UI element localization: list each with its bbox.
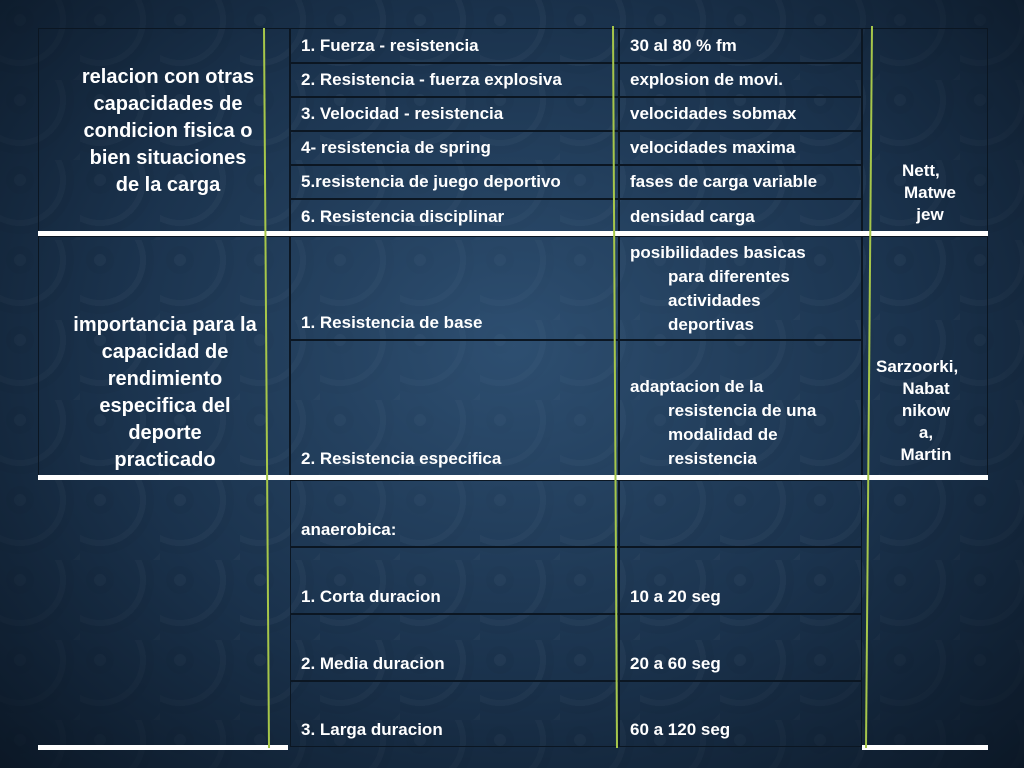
multiline-text: adaptacion de la resistencia de una modalidad de resistencia — [630, 377, 817, 468]
table-cell: velocidades sobmax — [619, 97, 862, 131]
section2-authors: Sarzoorki, Nabat nikow a, Martin — [876, 357, 959, 464]
table-cell: 2. Resistencia - fuerza explosiva — [290, 63, 619, 97]
table-cell: 3. Velocidad - resistencia — [290, 97, 619, 131]
multiline-text: posibilidades basicas para diferentes actividades deportivas — [630, 243, 806, 334]
table-cell: 10 a 20 seg — [619, 547, 862, 614]
table-cell: 4- resistencia de spring — [290, 131, 619, 165]
green-rule — [613, 26, 617, 748]
section2-label: importancia para la capacidad de rendimiento especifica del deporte practicado — [73, 314, 257, 471]
table-cell: 1. Corta duracion — [290, 547, 619, 614]
green-rule — [264, 28, 269, 748]
table-cell: fases de carga variable — [619, 165, 862, 199]
table-cell: 2. Resistencia especifica — [290, 340, 619, 476]
table-cell: anaerobica: — [290, 480, 619, 547]
table-cell: velocidades maxima — [619, 131, 862, 165]
table-cell: 1. Resistencia de base — [290, 236, 619, 340]
table-cell: densidad carga — [619, 199, 862, 234]
table-cell: 60 a 120 seg — [619, 681, 862, 747]
table-cell: 2. Media duracion — [290, 614, 619, 681]
table-cell: 20 a 60 seg — [619, 614, 862, 681]
table-cell: 3. Larga duracion — [290, 681, 619, 747]
table-cell: 5.resistencia de juego deportivo — [290, 165, 619, 199]
green-rule — [866, 26, 872, 748]
table-cell: 1. Fuerza - resistencia — [290, 28, 619, 63]
table-cell: 6. Resistencia disciplinar — [290, 199, 619, 234]
section1-authors: Nett, Matwe jew — [902, 161, 956, 224]
table-cell: explosion de movi. — [619, 63, 862, 97]
section1-label: relacion con otras capacidades de condicion fisica o bien situaciones de la carga — [81, 66, 255, 196]
table-cell: 30 al 80 % fm — [619, 28, 862, 63]
